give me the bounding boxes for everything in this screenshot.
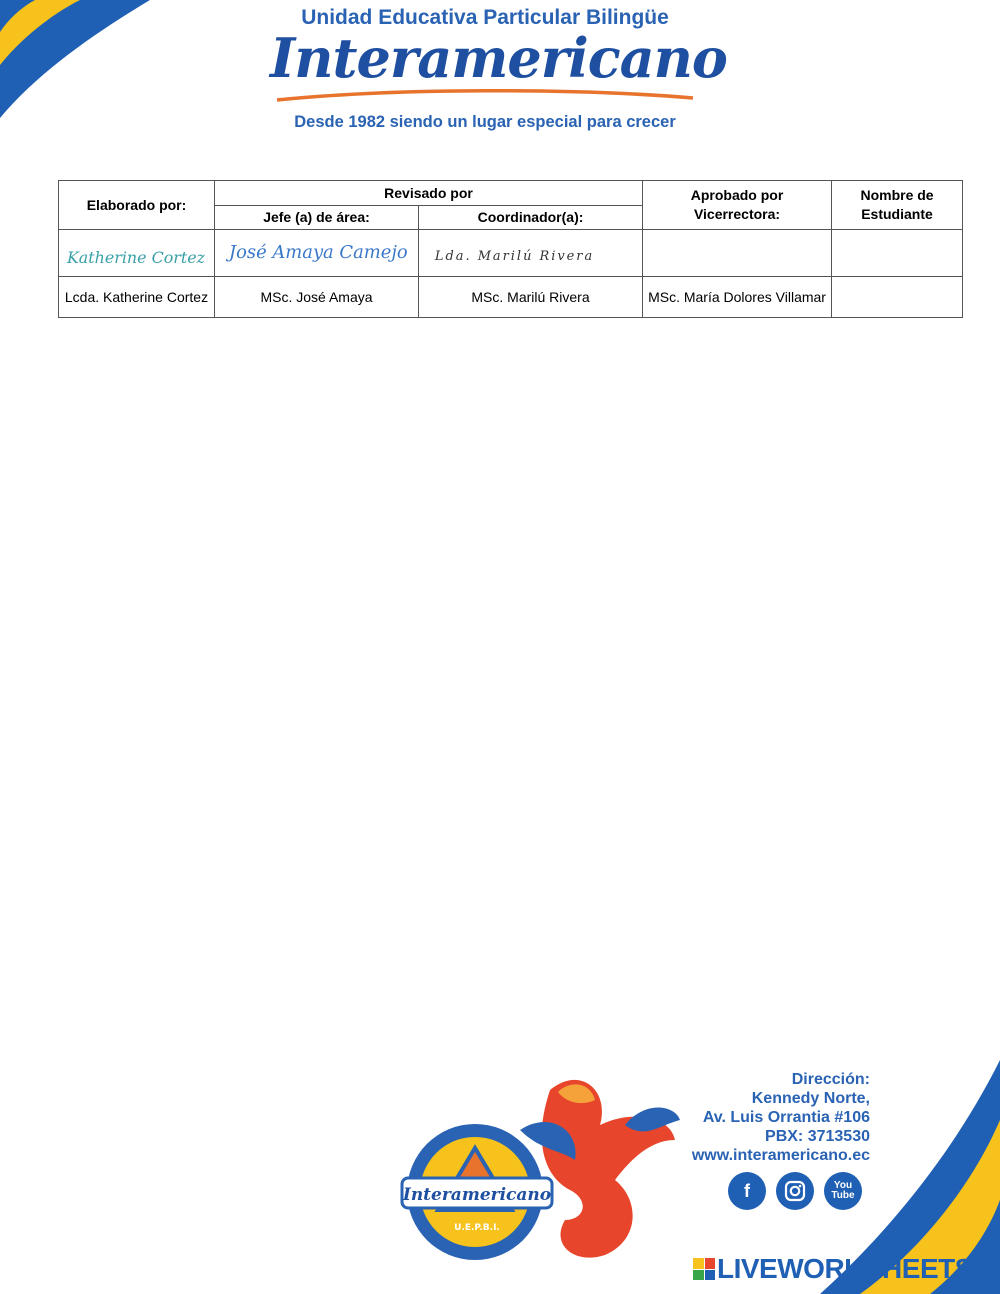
header-revisado: Revisado por [215,181,643,206]
signature-aprobado [643,230,832,277]
header-jefe: Jefe (a) de área: [215,206,419,230]
youtube-bottom: Tube [831,1190,855,1201]
youtube-top: You [833,1180,853,1191]
watermark-text: LIVEWORKSHEETS [717,1253,973,1284]
facebook-icon[interactable] [728,1172,766,1210]
liveworksheets-cube-icon [693,1258,715,1280]
approval-table [58,180,963,318]
signature-image [419,230,642,276]
social-links [728,1172,862,1210]
signature-estudiante [832,230,963,277]
header-aprobado: Aprobado por Vicerrectora: [643,181,832,230]
name-aprobado: MSc. María Dolores Villamar [643,277,832,318]
name-elaborado: Lcda. Katherine Cortez [59,277,215,318]
facebook-glyph: f [744,1180,750,1201]
mascot-sub: U.E.P.B.I. [454,1223,500,1233]
school-name: Unidad Educativa Particular Bilingüe [301,6,669,29]
contact-info [692,1070,870,1165]
header-elaborado: Elaborado por: [59,181,215,230]
brand-logo-text: Interamericano [270,26,727,90]
mascot-logo [400,1070,690,1270]
header-estudiante: Nombre de Estudiante [832,181,963,230]
header-coordinador: Coordinador(a): [419,206,643,230]
liveworksheets-watermark [693,1253,973,1285]
instagram-glyph [784,1180,806,1202]
name-estudiante [832,277,963,318]
school-header [270,0,727,140]
signature-image [59,230,214,276]
contact-line: PBX: 3713530 [765,1128,870,1145]
website-link[interactable]: www.interamericano.ec [691,1147,870,1164]
contact-line: Dirección: [791,1071,870,1088]
signature-coordinador [419,230,643,277]
contact-line: Av. Luis Orrantia #106 [702,1109,870,1126]
signature-jefe [215,230,419,277]
contact-line: Kennedy Norte, [751,1090,870,1107]
corner-decoration [0,0,170,120]
signature-elaborado [59,230,215,277]
signature-image [215,230,418,276]
mascot-label: Interamericano [402,1185,552,1205]
signature-text: Katherine Cortez [66,247,206,267]
name-coordinador: MSc. Marilú Rivera [419,277,643,318]
name-jefe: MSc. José Amaya [215,277,419,318]
youtube-icon[interactable] [824,1172,862,1210]
signature-text: José Amaya Camejo [228,241,408,263]
tagline: Desde 1982 siendo un lugar especial para crecer [294,113,676,131]
signature-text: Lda. Marilú Rivera [434,248,595,264]
instagram-icon[interactable] [776,1172,814,1210]
logo-swoosh [275,86,695,106]
